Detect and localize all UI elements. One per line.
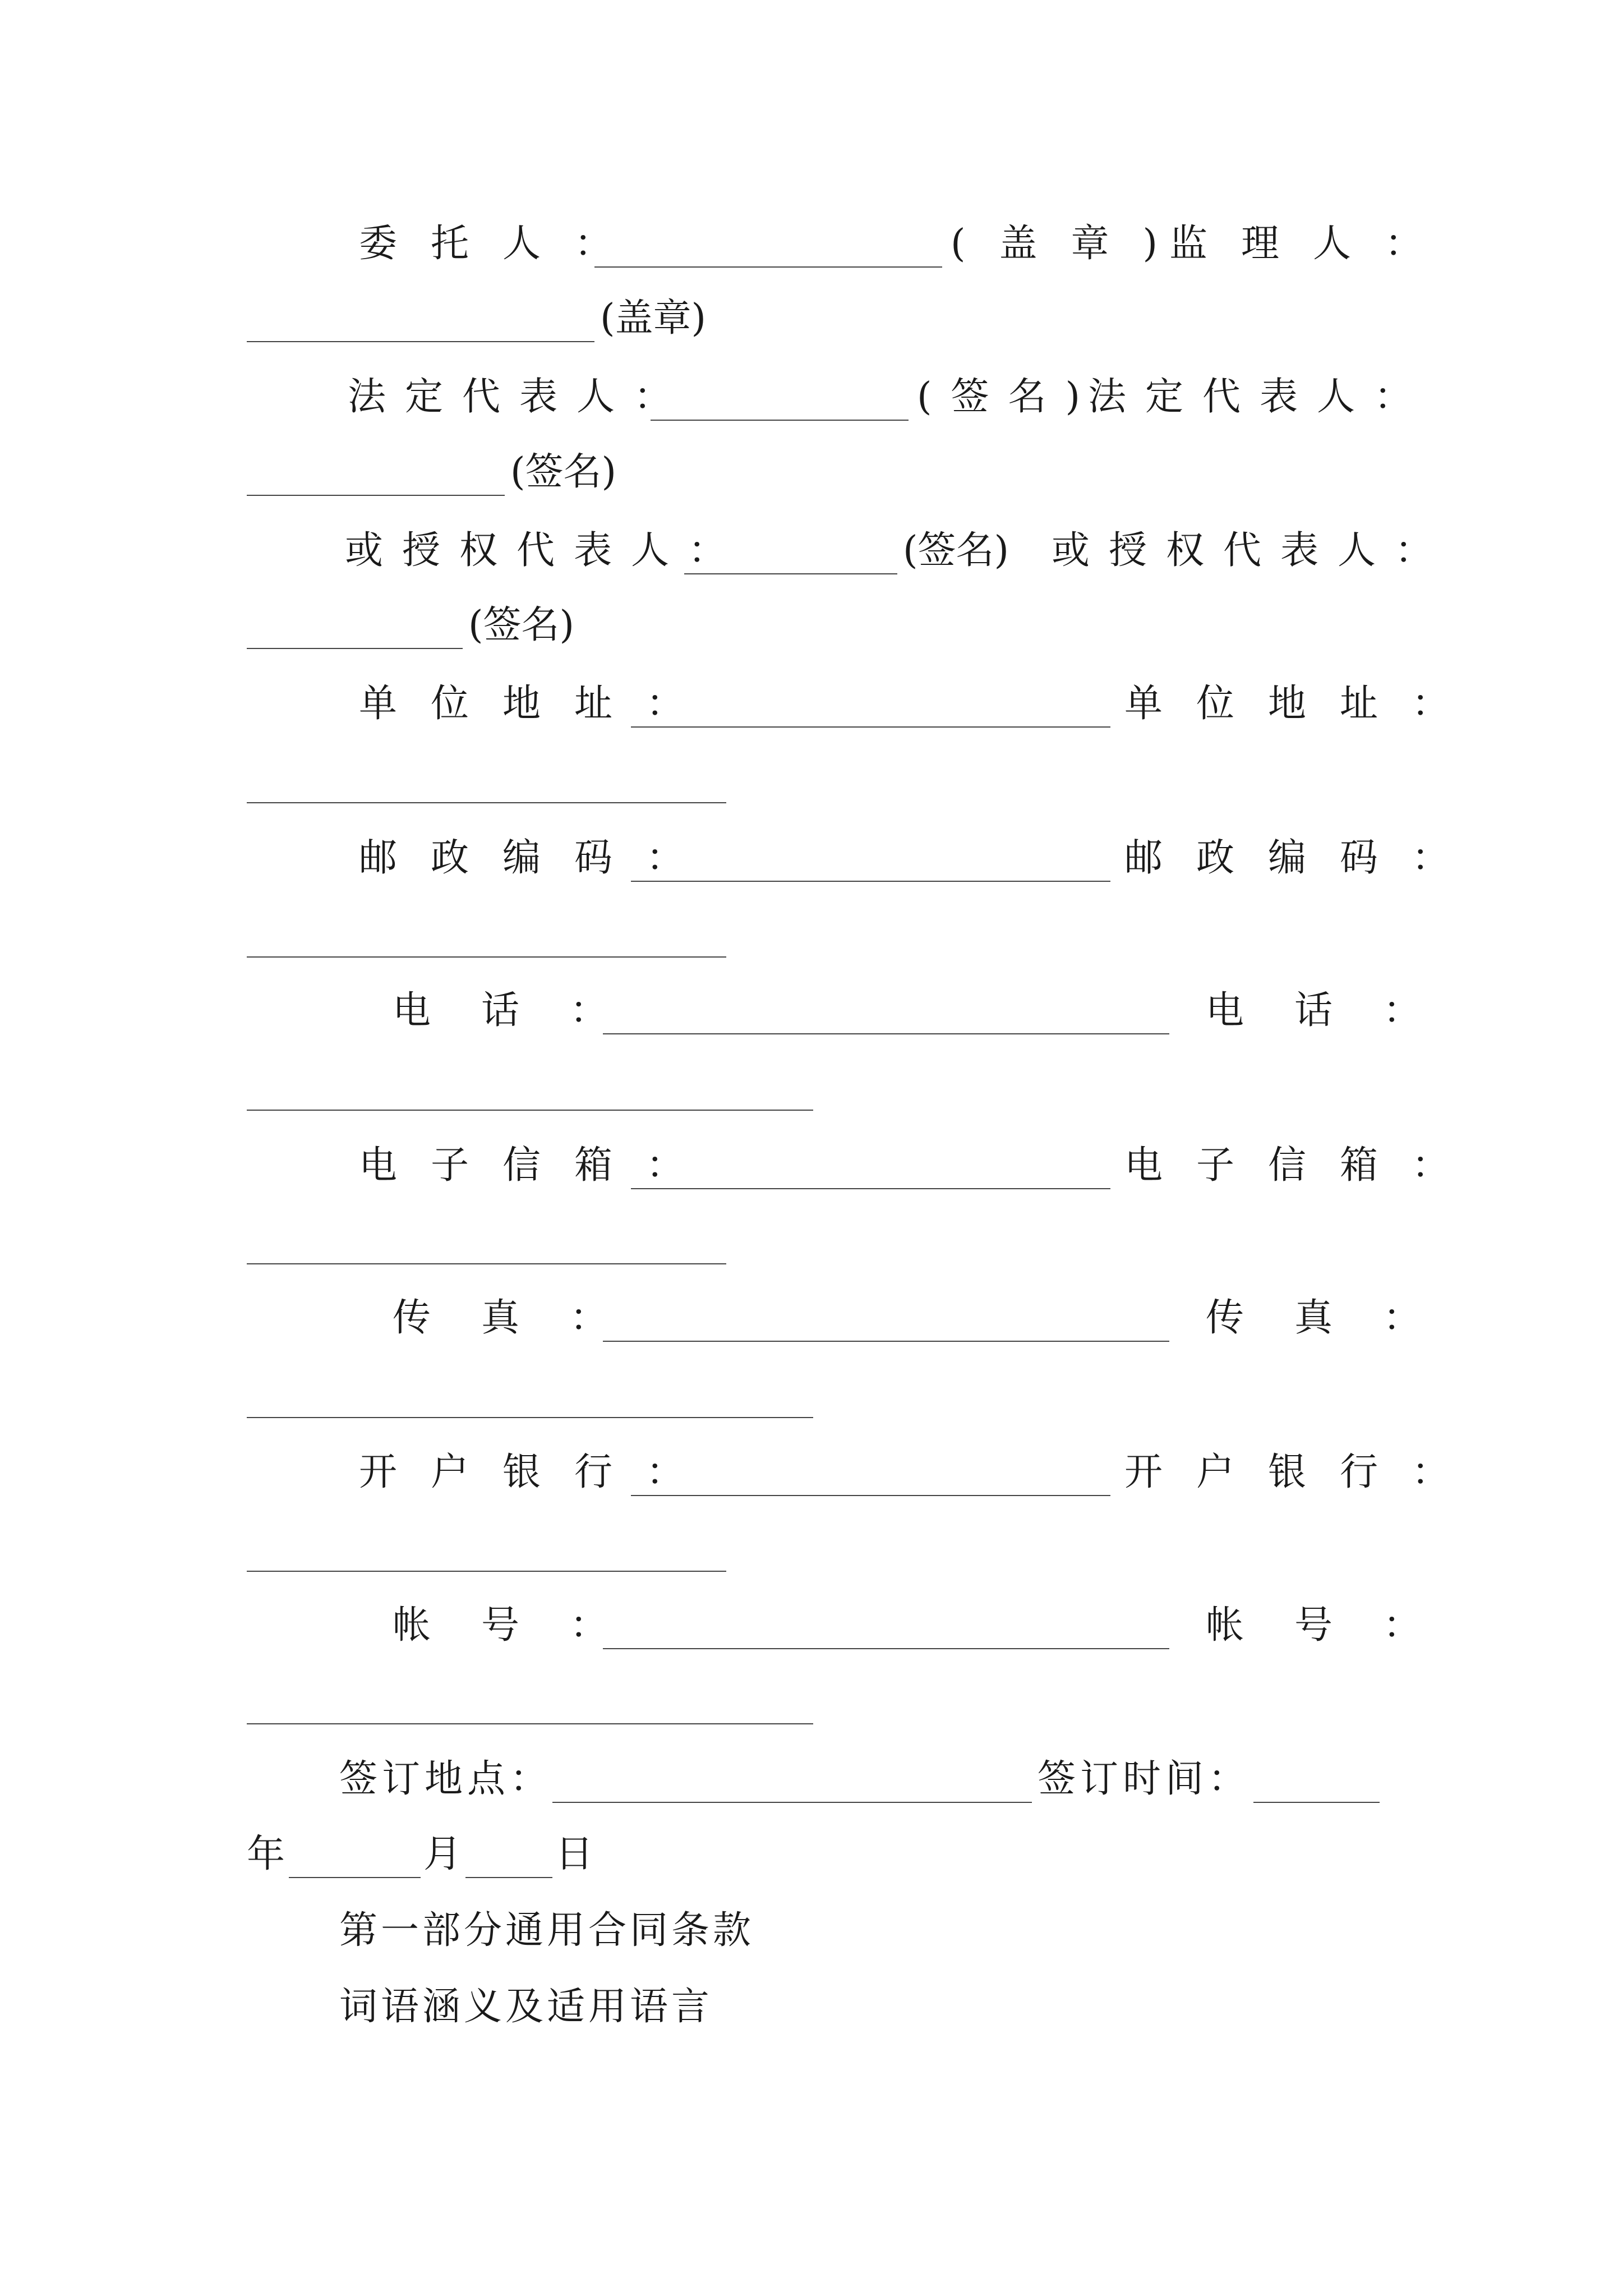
phone-blank-right bbox=[247, 1110, 813, 1111]
month-label: 月 bbox=[423, 1832, 462, 1876]
address-blank-left bbox=[631, 726, 1110, 728]
auth-rep-sign-note-right: (签名) bbox=[468, 603, 575, 647]
email-blank-left bbox=[631, 1188, 1110, 1189]
legal-rep-blank-left bbox=[651, 420, 909, 421]
postcode-label-right: 邮政编码： bbox=[1124, 836, 1484, 880]
supervisor-continuation-row bbox=[0, 285, 1623, 352]
legal-rep-label-left: 法定代表人： bbox=[348, 375, 691, 419]
supervisor-blank bbox=[247, 341, 594, 342]
consigner-blank bbox=[594, 266, 942, 268]
auth-rep-label-left: 或授权代表人： bbox=[345, 528, 746, 573]
account-blank-left bbox=[603, 1648, 1169, 1649]
bank-blank-right bbox=[247, 1571, 726, 1572]
address-blank-right bbox=[247, 802, 726, 803]
postcode-row bbox=[0, 825, 1623, 892]
subsection-heading: 词语涵义及适用语言 bbox=[339, 1985, 713, 2029]
auth-rep-blank-left bbox=[684, 573, 897, 574]
address-label-right: 单位地址： bbox=[1124, 682, 1484, 726]
postcode-blank-left bbox=[631, 881, 1110, 882]
legal-rep-sign-note-right: (签名) bbox=[510, 450, 617, 494]
account-label-right: 帐号： bbox=[1206, 1603, 1472, 1648]
auth-rep-row bbox=[0, 517, 1623, 585]
account-blank-right bbox=[247, 1723, 813, 1724]
subsection-heading-row bbox=[0, 1973, 1623, 2041]
section-heading-row bbox=[0, 1897, 1623, 1964]
fax-label-left: 传真： bbox=[393, 1296, 659, 1340]
supervisor-stamp-note: (盖章) bbox=[600, 296, 707, 341]
year-label: 年 bbox=[247, 1832, 285, 1876]
sign-time-blank bbox=[1253, 1802, 1380, 1803]
email-blank-right bbox=[247, 1263, 726, 1264]
account-row bbox=[0, 1592, 1623, 1659]
postcode-blank-right bbox=[247, 956, 726, 958]
sign-place-row bbox=[0, 1746, 1623, 1813]
consigner-stamp-note: (盖章) bbox=[951, 222, 1192, 266]
email-row bbox=[0, 1132, 1623, 1199]
bank-label-left: 开户银行： bbox=[359, 1450, 718, 1494]
fax-label-right: 传真： bbox=[1206, 1296, 1472, 1340]
legal-rep-row bbox=[0, 364, 1623, 431]
supervisor-label: 监理人： bbox=[1169, 222, 1457, 266]
email-label-right: 电子信箱： bbox=[1124, 1143, 1484, 1188]
section-heading: 第一部分通用合同条款 bbox=[339, 1908, 755, 1953]
address-label-left: 单位地址： bbox=[359, 682, 718, 726]
fax-blank-left bbox=[603, 1341, 1169, 1342]
consigner-label: 委托人： bbox=[359, 222, 647, 266]
day-label: 日 bbox=[555, 1832, 594, 1876]
phone-row bbox=[0, 977, 1623, 1045]
consigner-row bbox=[0, 210, 1623, 278]
year-blank bbox=[289, 1877, 421, 1878]
phone-blank-left bbox=[603, 1033, 1169, 1034]
bank-blank-left bbox=[631, 1495, 1110, 1496]
legal-rep-blank-right bbox=[247, 495, 505, 496]
auth-rep-label-right: 或授权代表人： bbox=[1052, 528, 1453, 573]
bank-row bbox=[0, 1439, 1623, 1506]
postcode-label-left: 邮政编码： bbox=[359, 836, 718, 880]
legal-rep-sign-note-left: (签名) bbox=[917, 375, 1100, 419]
address-row bbox=[0, 670, 1623, 738]
auth-rep-blank-right bbox=[247, 648, 463, 649]
fax-blank-right bbox=[247, 1417, 813, 1418]
month-blank bbox=[465, 1877, 552, 1878]
legal-rep-label-right: 法定代表人： bbox=[1088, 375, 1432, 419]
email-label-left: 电子信箱： bbox=[359, 1143, 718, 1188]
date-row bbox=[0, 1821, 1623, 1888]
sign-place-label: 签订地点： bbox=[339, 1757, 553, 1801]
sign-place-blank bbox=[552, 1802, 1032, 1803]
bank-label-right: 开户银行： bbox=[1124, 1450, 1484, 1494]
fax-row bbox=[0, 1285, 1623, 1352]
auth-rep-sign-note-left: (签名) bbox=[903, 528, 1009, 573]
auth-rep-continuation-row bbox=[0, 592, 1623, 659]
account-label-left: 帐号： bbox=[393, 1603, 659, 1648]
phone-label-left: 电话： bbox=[393, 988, 659, 1033]
legal-rep-continuation-row bbox=[0, 439, 1623, 506]
phone-label-right: 电话： bbox=[1206, 988, 1472, 1033]
sign-time-label: 签订时间： bbox=[1038, 1757, 1251, 1801]
